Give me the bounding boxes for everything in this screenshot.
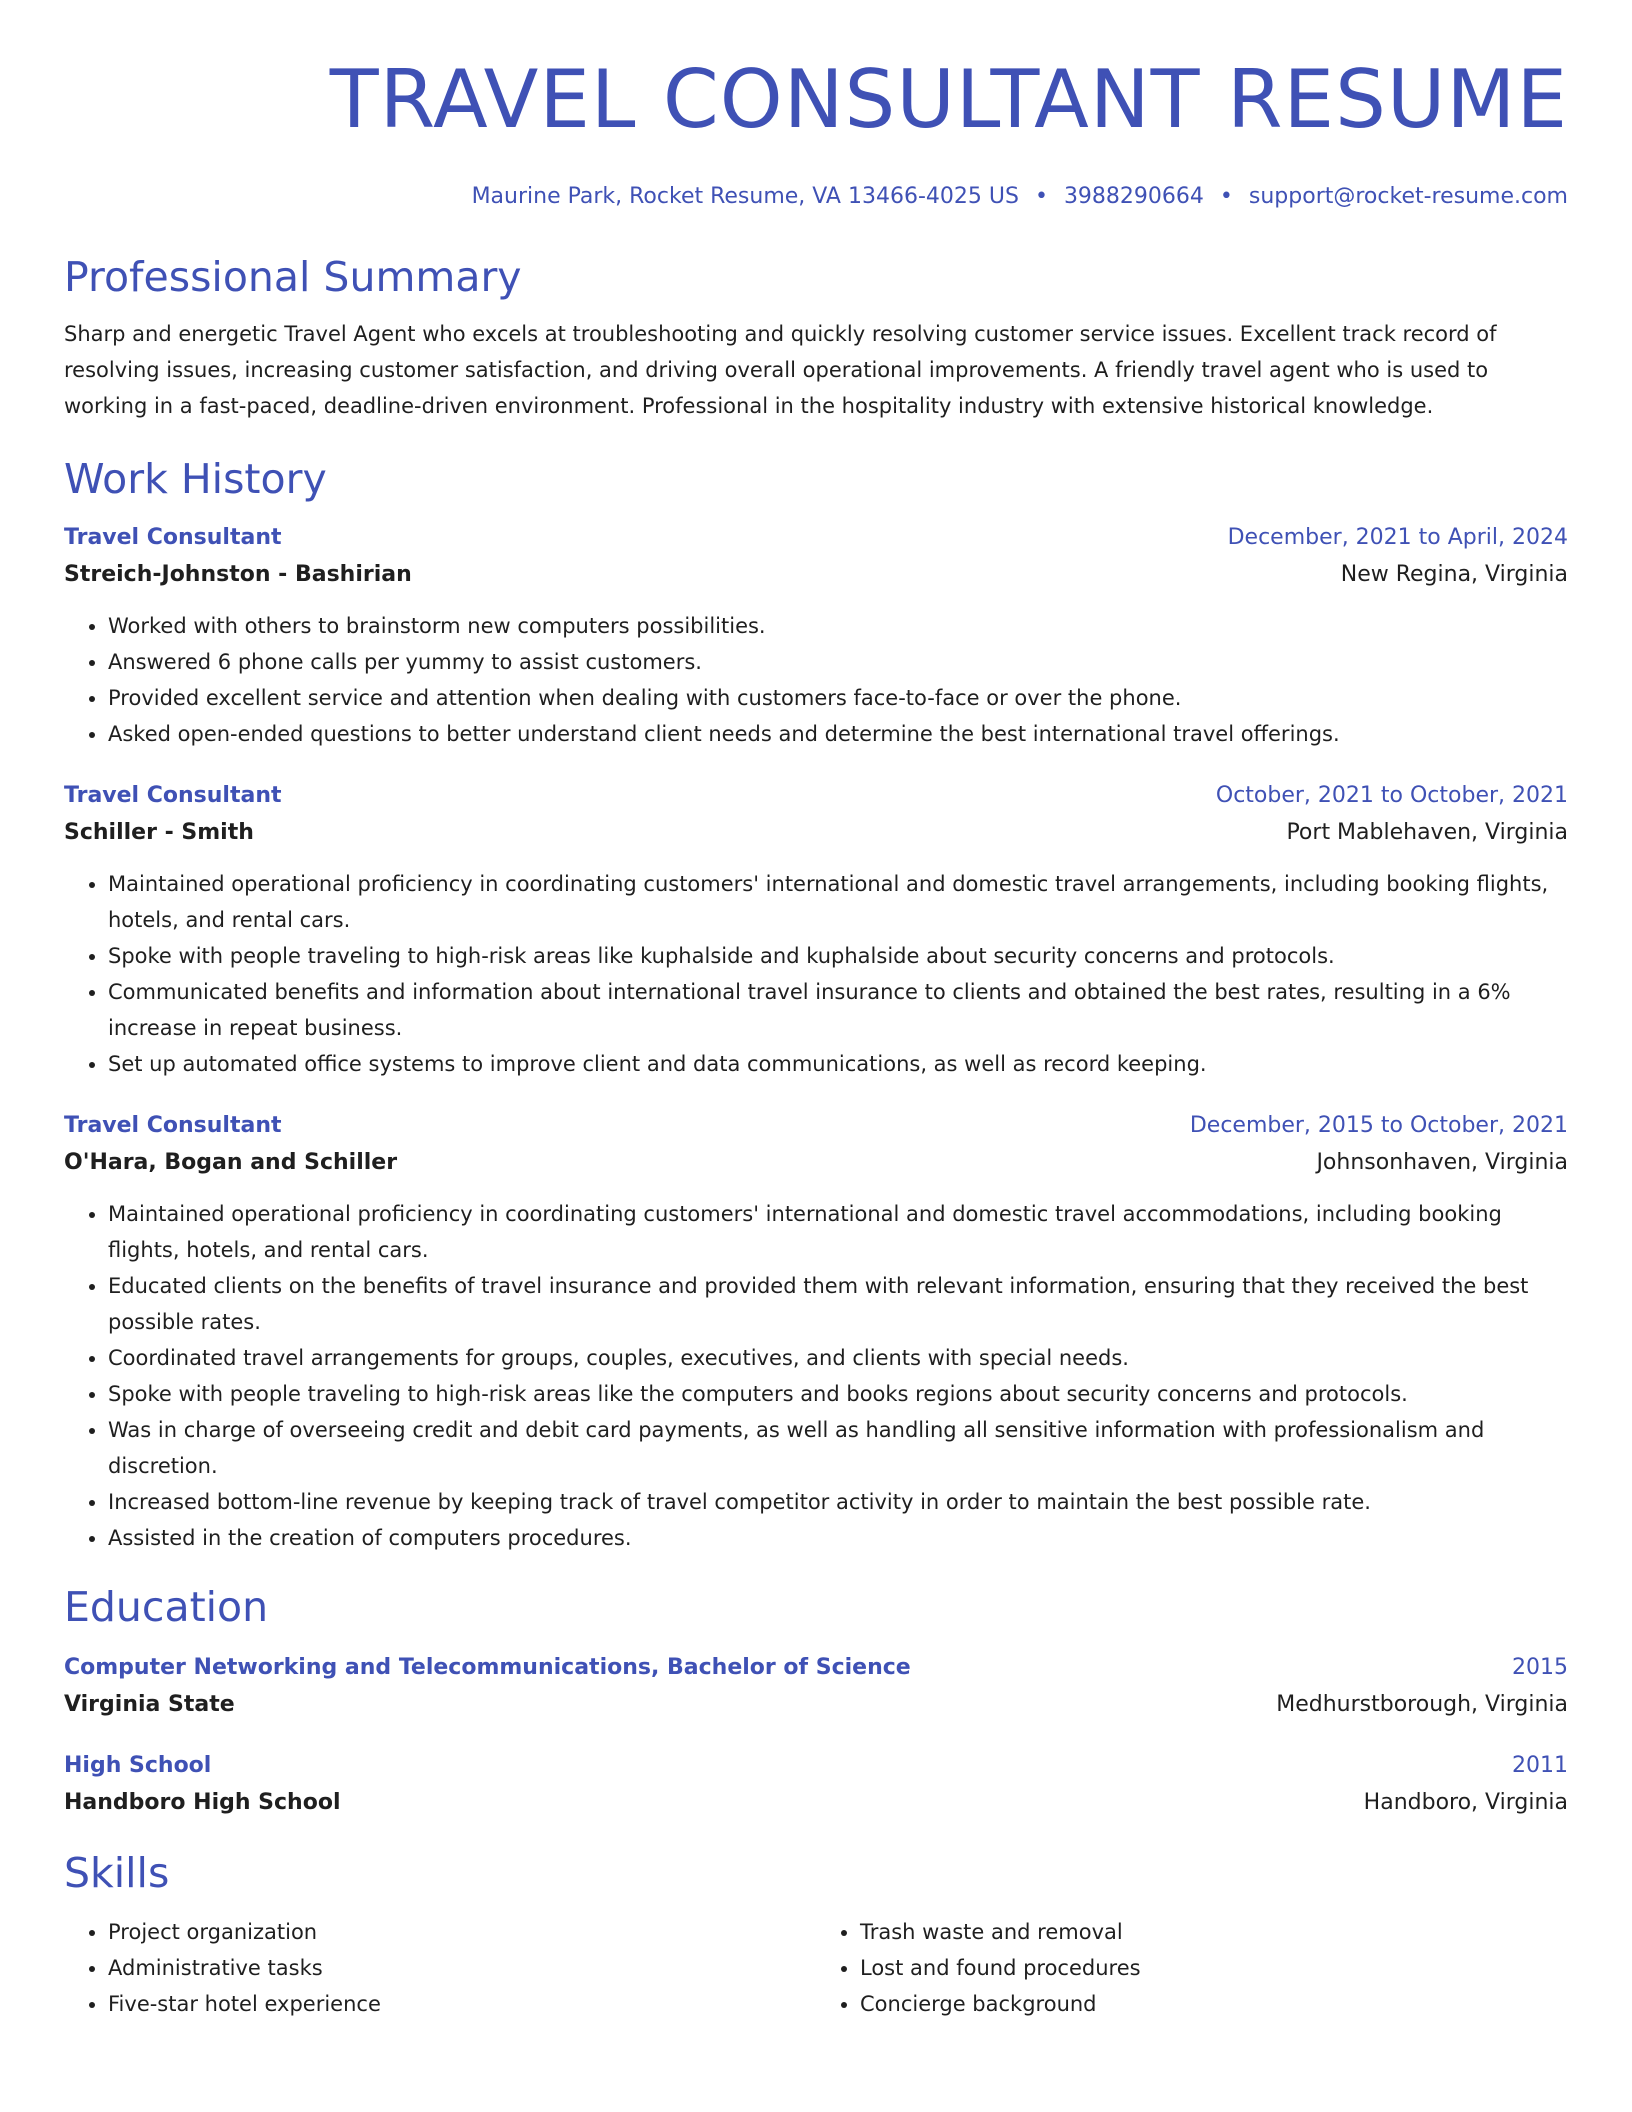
job-bullet: • Communicated benefits and information about international travel insurance to clients and obtained the best rates, resulting in a 6% increase in repeat business. bbox=[108, 974, 1568, 1046]
education-location: Medhurstborough, Virginia bbox=[1276, 1692, 1568, 1717]
contact-address: Maurine Park, Rocket Resume, VA 13466-4025 US bbox=[471, 184, 1019, 209]
education-entry bbox=[64, 1650, 1568, 1724]
section-heading-skills: Skills bbox=[64, 1849, 170, 1897]
contact-separator: • bbox=[1219, 184, 1233, 209]
education-entry bbox=[64, 1748, 1568, 1822]
job-title: Travel Consultant bbox=[64, 525, 282, 550]
job-bullet: • Set up automated office systems to improve client and data communications, as well as record keeping. bbox=[108, 1046, 1568, 1082]
education-school: Virginia State bbox=[64, 1692, 235, 1717]
job-dates: October, 2021 to October, 2021 bbox=[1215, 783, 1568, 808]
education-school: Handboro High School bbox=[64, 1790, 341, 1815]
job-location: New Regina, Virginia bbox=[1340, 562, 1568, 587]
skills-columns bbox=[64, 1914, 1568, 2022]
job-entry bbox=[64, 1108, 1568, 1556]
job-dates: December, 2015 to October, 2021 bbox=[1189, 1113, 1568, 1138]
skill-item: • Trash waste and removal bbox=[860, 1914, 1568, 1950]
job-bullet: • Assisted in the creation of computers procedures. bbox=[108, 1520, 1568, 1556]
section-heading-summary: Professional Summary bbox=[64, 253, 522, 301]
education-school-row bbox=[64, 1686, 1568, 1724]
job-bullet: • Worked with others to brainstorm new computers possibilities. bbox=[108, 608, 1568, 644]
job-bullet-list bbox=[64, 608, 1568, 752]
contact-separator: • bbox=[1034, 184, 1048, 209]
job-header-row bbox=[64, 1108, 1568, 1144]
job-company: Streich-Johnston - Bashirian bbox=[64, 562, 412, 587]
job-location: Johnsonhaven, Virginia bbox=[1316, 1150, 1568, 1175]
education-header-row bbox=[64, 1650, 1568, 1686]
job-bullet-list bbox=[64, 1196, 1568, 1556]
contact-phone: 3988290664 bbox=[1063, 184, 1204, 209]
education-header-row bbox=[64, 1748, 1568, 1784]
job-location: Port Mablehaven, Virginia bbox=[1286, 820, 1568, 845]
skills-list-right bbox=[816, 1914, 1568, 2022]
job-bullet: • Maintained operational proficiency in coordinating customers' international and domestic travel arrangements, including booking flights, hotels, and rental cars. bbox=[108, 866, 1568, 938]
education-degree: Computer Networking and Telecommunications, Bachelor of Science bbox=[64, 1655, 911, 1680]
job-company-row bbox=[64, 814, 1568, 852]
job-bullet: • Increased bottom-line revenue by keeping track of travel competitor activity in order to maintain the best possible rate. bbox=[108, 1484, 1568, 1520]
job-bullet: • Spoke with people traveling to high-risk areas like kuphalside and kuphalside about security concerns and protocols. bbox=[108, 938, 1568, 974]
job-bullet-list bbox=[64, 866, 1568, 1082]
job-entry bbox=[64, 778, 1568, 1082]
job-header-row bbox=[64, 778, 1568, 814]
job-title: Travel Consultant bbox=[64, 783, 282, 808]
job-bullet: • Educated clients on the benefits of travel insurance and provided them with relevant information, ensuring that they received the best possible rates. bbox=[108, 1268, 1568, 1340]
summary-text: Sharp and energetic Travel Agent who excels at troubleshooting and quickly resolving customer service issues. Excellent track record of resolving issues, increasing customer satisfaction, and driving overall operational improvements. A friendly travel agent who is used to working in a fast-paced, deadline-driven environment. Professional in the hospitality industry with extensive historical knowledge. bbox=[64, 322, 1497, 418]
job-bullet: • Answered 6 phone calls per yummy to assist customers. bbox=[108, 644, 1568, 680]
skill-item: • Five-star hotel experience bbox=[108, 1986, 816, 2022]
section-heading-work-history: Work History bbox=[64, 455, 327, 503]
job-company-row bbox=[64, 556, 1568, 594]
education-degree: High School bbox=[64, 1753, 212, 1778]
skill-item: • Project organization bbox=[108, 1914, 816, 1950]
contact-email: support@rocket-resume.com bbox=[1248, 184, 1568, 209]
education-school-row bbox=[64, 1784, 1568, 1822]
job-header-row bbox=[64, 520, 1568, 556]
skill-item: • Administrative tasks bbox=[108, 1950, 816, 1986]
job-bullet: • Spoke with people traveling to high-risk areas like the computers and books regions about security concerns and protocols. bbox=[108, 1376, 1568, 1412]
skill-item: • Lost and found procedures bbox=[860, 1950, 1568, 1986]
job-entry bbox=[64, 520, 1568, 752]
job-bullet: • Was in charge of overseeing credit and debit card payments, as well as handling all sensitive information with professionalism and discretion. bbox=[108, 1412, 1568, 1484]
education-year: 2011 bbox=[1512, 1753, 1568, 1778]
contact-line bbox=[64, 182, 1568, 212]
job-title: Travel Consultant bbox=[64, 1113, 282, 1138]
job-company: O'Hara, Bogan and Schiller bbox=[64, 1150, 398, 1175]
job-bullet: • Provided excellent service and attention when dealing with customers face-to-face or over the phone. bbox=[108, 680, 1568, 716]
job-dates: December, 2021 to April, 2024 bbox=[1227, 525, 1568, 550]
education-year: 2015 bbox=[1512, 1655, 1568, 1680]
job-company: Schiller - Smith bbox=[64, 820, 254, 845]
job-bullet: • Maintained operational proficiency in coordinating customers' international and domestic travel accommodations, including booking flights, hotels, and rental cars. bbox=[108, 1196, 1568, 1268]
job-bullet: • Asked open-ended questions to better understand client needs and determine the best international travel offerings. bbox=[108, 716, 1568, 752]
skill-item: • Concierge background bbox=[860, 1986, 1568, 2022]
job-bullet: • Coordinated travel arrangements for groups, couples, executives, and clients with special needs. bbox=[108, 1340, 1568, 1376]
job-company-row bbox=[64, 1144, 1568, 1182]
resume-title: TRAVEL CONSULTANT RESUME bbox=[329, 53, 1568, 146]
skills-list-left bbox=[64, 1914, 816, 2022]
education-location: Handboro, Virginia bbox=[1363, 1790, 1568, 1815]
section-heading-education: Education bbox=[64, 1583, 269, 1631]
